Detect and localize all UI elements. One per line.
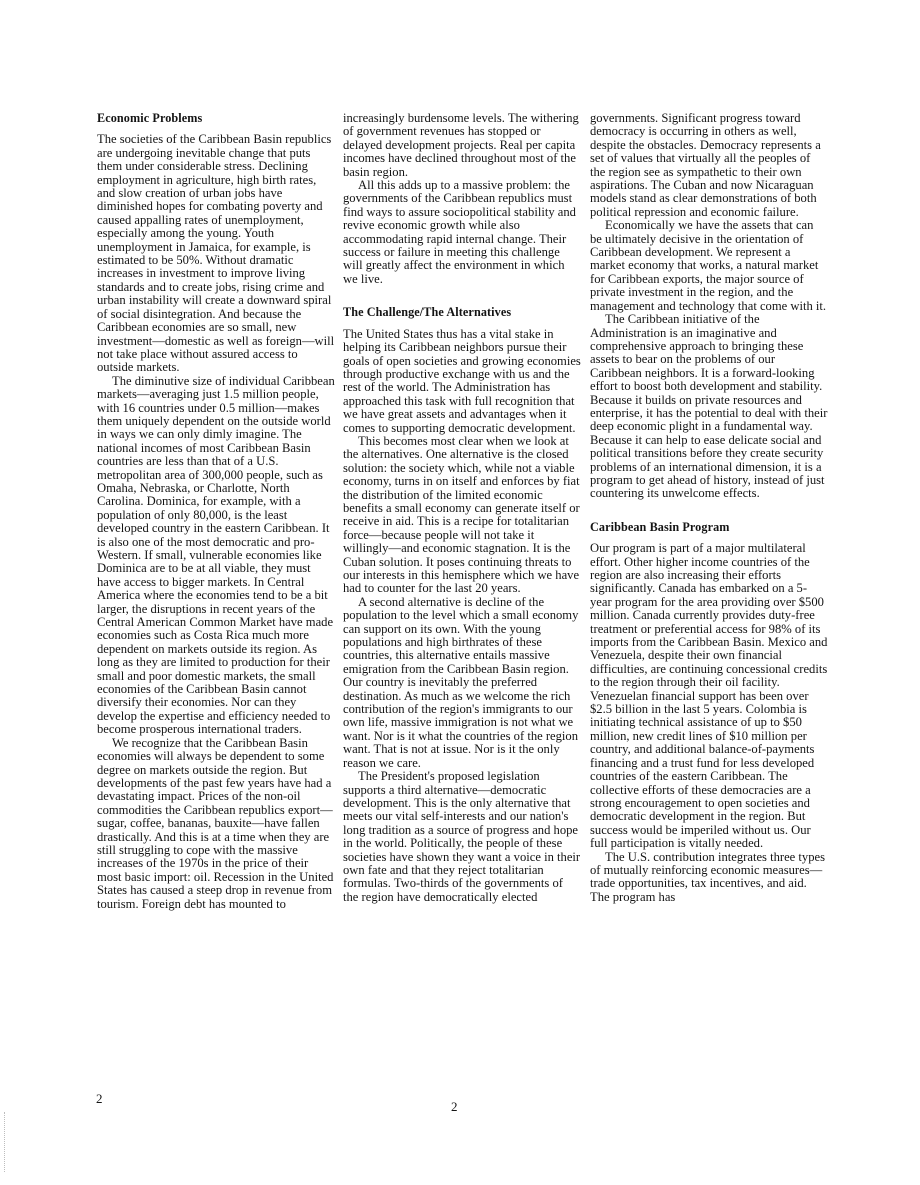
column-1 (97, 112, 335, 911)
heading-economic-problems: Economic Problems (97, 111, 203, 125)
paragraph: All this adds up to a massive problem: the governments of the Caribbean republics must find ways to assure sociopolitical stability and revive economic growth while also accommodating rapid internal change. Their success or failure in meeting this challenge will greatly affect the environment in which we live. (343, 178, 576, 286)
column-3 (590, 112, 828, 904)
heading-caribbean-basin-program: Caribbean Basin Program (590, 519, 730, 534)
paragraph: governments. Significant progress toward democracy is occurring in others as well, despite the obstacles. Democracy represents a set of values that virtually all the peoples of the region see as sympathetic to their own aspirations. The Cuban and now Nicaraguan models stand as clear demonstrations of both political repression and economic failure. (590, 111, 821, 219)
page-number-center: 2 (451, 1099, 458, 1114)
paragraph: Economically we have the assets that can be ultimately decisive in the orientation of Caribbean development. We represent a market economy that works, a natural market for Caribbean exports, the major source of private investment in the region, and the management and technology that come with it. (590, 218, 827, 313)
column-2 (343, 112, 581, 904)
paragraph: A second alternative is decline of the population to the level which a small economy can support on its own. With the young populations and high birthrates of these countries, this alternative entails massive emigration from the Caribbean Basin region. Our country is inevitably the preferred destination. As much as we welcome the rich contribution of the region's immigrants to our own life, massive immigration is not what we want. Nor is it what the countries of the region want. That is not at issue. Nor is it the only reason we care. (343, 594, 579, 770)
paragraph: The societies of the Caribbean Basin republics are undergoing inevitable change that puts them under considerable stress. Declining employment in agriculture, high birth rates, and slow creation of urban jobs have diminished hopes for combating poverty and caused appalling rates of unemployment, especially among the young. Youth unemployment in Jamaica, for example, is estimated to be 50%. Without dramatic increases in investment to improve living standards and to create jobs, rising crime and urban instability will create a downward spiral of social disintegration. And because the Caribbean economies are so small, new investment—domestic as well as foreign—will not take place without assured access to outside markets. (97, 132, 335, 375)
paragraph: We recognize that the Caribbean Basin economies will always be dependent to some degree on markets outside the region. But developments of the past few years have had a devastating impact. Prices of the non-oil commodities the Caribbean republics export—sugar, coffee, bananas, bauxite—have fallen drastically. And this is at a time when they are still struggling to cope with the massive increases of the 1970s in the price of their most basic import: oil. Recession in the United States has caused a steep drop in revenue from tourism. Foreign debt has mounted to (97, 735, 334, 911)
paragraph: The Caribbean initiative of the Administration is an imaginative and comprehensive approach to bringing these assets to bear on the problems of our Caribbean neighbors. It is a forward-looking effort to boost both development and stability. Because it builds on private resources and enterprise, it has the potential to deal with their deep economic plight in a fundamental way. Because it can help to ease delicate social and political transitions before they create security problems of an international dimension, it is a program to get ahead of history, instead of just countering its unwelcome effects. (590, 312, 828, 501)
paragraph: The President's proposed legislation supports a third alternative—democratic development. This is the only alternative that meets our vital self-interests and our nation's long tradition as a source of progress and hope in the world. Politically, the people of these societies have shown they want a voice in their own fate and that they reject totalitarian formulas. Two-thirds of the governments of the region have democratically elected (343, 769, 581, 904)
heading-challenge-alternatives: The Challenge/The Alternatives (343, 305, 512, 320)
page-number-left: 2 (96, 1091, 103, 1106)
scan-edge-mark (4, 1112, 6, 1172)
paragraph: This becomes most clear when we look at the alternatives. One alternative is the closed solution: the society which, while not a viable economy, turns in on itself and enforces by fiat the distribution of the limited economic benefits a small economy can generate itself or receive in aid. This is a recipe for totalitarian force—because people will not take it willingly—and economic stagnation. It is the Cuban solution. It poses continuing threats to our interests in this hemisphere which we have had to counter for the last 20 years. (343, 433, 580, 596)
paragraph: Our program is part of a major multilateral effort. Other higher income countries of the region are also increasing their efforts significantly. Canada has embarked on a 5-year program for the area providing over $500 million. Canada currently provides duty-free treatment or preferential access for 98% of its imports from the Caribbean Basin. Mexico and Venezuela, despite their own financial difficulties, are continuing concessional credits to the region through their oil facility. Venezuelan financial support has been over $2.5 billion in the last 5 years. Colombia is initiating technical assistance of up to $50 million, new credit lines of $10 million per country, and additional balance-of-payments financing and a trust fund for less developed countries of the eastern Caribbean. The collective efforts of these democracies are a strong encouragement to open societies and democratic development in the region. But success would be imperiled without us. Our full participation is vitally needed. (590, 541, 828, 851)
paragraph: The United States thus has a vital stake in helping its Caribbean neighbors pursue their goals of open societies and growing economies through productive exchange with us and the rest of the world. The Administration has approached this task with full recognition that we have great assets and advantages when it comes to supporting democratic development. (343, 326, 581, 435)
paragraph: The U.S. contribution integrates three types of mutually reinforcing economic measures—trade opportunities, tax incentives, and aid. The program has (590, 849, 825, 904)
paragraph: increasingly burdensome levels. The withering of government revenues has stopped or delayed development projects. Real per capita incomes have declined throughout most of the basin region. (343, 111, 579, 179)
paragraph: The diminutive size of individual Caribbean markets—averaging just 1.5 million people, with 16 countries under 0.5 million—makes them uniquely dependent on the outside world in ways we can only dimly imagine. The national incomes of most Caribbean Basin countries are less than that of a U.S. metropolitan area of 300,000 people, such as Omaha, Nebraska, or Charlotte, North Carolina. Dominica, for example, with a population of only 80,000, is the least developed country in the eastern Caribbean. It is also one of the most democratic and pro-Western. If small, vulnerable economies like Dominica are to be at all viable, they must have access to bigger markets. In Central America where the economies tend to be a bit larger, the disruptions in recent years of the Central American Common Market have made economies such as Costa Rica much more dependent on markets outside its region. As long as they are limited to production for their small and poor domestic markets, the small economies of the Caribbean Basin cannot diversify their economies. Nor can they develop the expertise and efficiency needed to become prosperous international traders. (97, 373, 335, 737)
